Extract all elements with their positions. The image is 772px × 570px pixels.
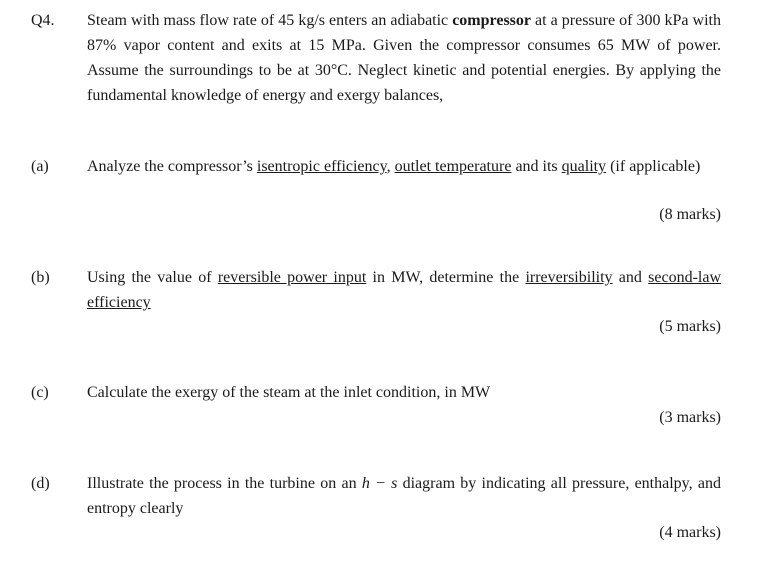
part-b-marks: (5 marks) — [659, 318, 721, 335]
part-a-t1: Analyze the compressor’s — [87, 158, 257, 175]
stem-bold-keyword: compressor — [452, 12, 531, 29]
part-d-t2: diagram by indicating all pressure, enthalpy, and entropy clearly — [87, 475, 721, 517]
part-a-label: (a) — [31, 158, 49, 175]
question-number: Q4. — [31, 12, 55, 29]
part-b-u1: reversible power input — [217, 269, 367, 286]
stem-text-2: at a pressure of 300 kPa with 87% vapor content and exits at 15 MPa. Given the compressor consumes 65 MW of power. Assume the surroundings to be at 30°C. Neglect kinetic and potential energies. By applying the fundamental knowledge of energy and exergy balances, — [87, 12, 721, 104]
part-c-label: (c) — [31, 384, 49, 401]
part-a-u3: quality — [561, 158, 607, 175]
part-b-t1: Using the value of — [87, 269, 218, 286]
part-d-text — [87, 471, 721, 521]
question-stem — [87, 8, 721, 108]
part-a-marks: (8 marks) — [659, 206, 721, 223]
part-a-u1: isentropic efficiency — [256, 158, 387, 175]
part-b-t2: in MW, determine the — [366, 269, 526, 286]
part-c-text: Calculate the exergy of the steam at the inlet condition, in MW — [87, 384, 491, 401]
part-b-label: (b) — [31, 269, 50, 286]
stem-text-1: Steam with mass flow rate of 45 kg/s enters an adiabatic — [87, 12, 453, 29]
part-b-u2: irreversibility — [525, 269, 613, 286]
part-b-t3: and — [612, 269, 649, 286]
part-c-marks: (3 marks) — [659, 409, 721, 426]
part-a-t4: (if applicable) — [606, 158, 701, 175]
part-d-t1: Illustrate the process in the turbine on an — [87, 475, 362, 492]
part-d-marks: (4 marks) — [659, 524, 721, 541]
part-b-text — [87, 265, 721, 315]
part-d-math: h − s — [361, 475, 398, 492]
part-a-text — [87, 154, 721, 179]
part-d-label: (d) — [31, 475, 50, 492]
part-a-t2: , — [386, 158, 395, 175]
part-a-u2: outlet temperature — [394, 158, 512, 175]
part-b-u3: second-law efficiency — [87, 269, 722, 311]
part-a-t3: and its — [511, 158, 562, 175]
